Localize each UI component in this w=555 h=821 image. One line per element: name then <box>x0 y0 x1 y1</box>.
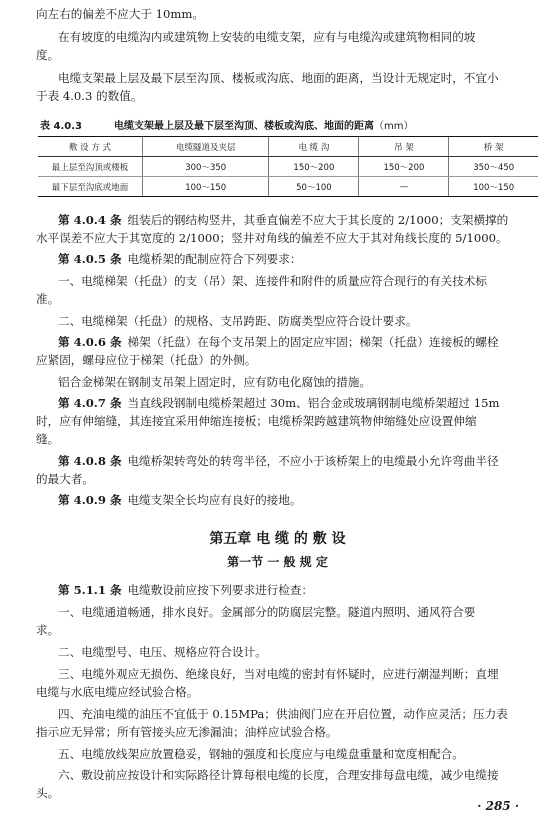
table-cell: 350～450 <box>449 157 538 177</box>
clearance-table <box>38 136 538 197</box>
clause-line: 头。 <box>36 786 60 800</box>
table-title: 电缆支架最上层及最下层至沟顶、楼板或沟底、地面的距离 <box>114 121 374 132</box>
clause-line: 第 4.0.9 条 电缆支架全长均应有良好的接地。 <box>58 493 302 507</box>
table-row <box>38 177 538 197</box>
table-cell: 150～200 <box>359 157 449 177</box>
clause-line: 三、电缆外观应无损伤、绝缘良好，当对电缆的密封有怀疑时，应进行潮湿判断；直埋 <box>58 667 499 681</box>
table-header-row <box>38 137 538 157</box>
intro-line: 在有坡度的电缆沟内或建筑物上安装的电缆支架，应有与电缆沟或建筑物相同的坡 <box>58 30 476 44</box>
table-cell: 100～150 <box>449 177 538 197</box>
clause-line: 时，应有伸缩缝，其连接宜采用伸缩连接板；电缆桥架跨越建筑物伸缩缝处应设置伸缩 <box>36 414 477 428</box>
page-number: · 285 · <box>477 799 519 813</box>
clause-line: 一、电缆梯架（托盘）的支（吊）架、连接件和附件的质量应符合现行的有关技术标 <box>58 274 487 288</box>
clause-line: 二、电缆梯架（托盘）的规格、支吊跨距、防腐类型应符合设计要求。 <box>58 314 418 328</box>
table-header-cell: 桥 架 <box>449 137 538 157</box>
clause-line: 第 4.0.6 条 梯架（托盘）在每个支吊架上的固定应牢固；梯架（托盘）连接板的螺栓 <box>58 335 499 349</box>
clause-line: 的最大者。 <box>36 472 94 486</box>
clause-line: 缝。 <box>36 432 60 446</box>
table-header-cell: 吊 架 <box>359 137 449 157</box>
table-cell: 100～150 <box>143 177 269 197</box>
table-caption <box>40 117 535 132</box>
clause-line: 应紧固，螺母应位于梯架（托盘）的外侧。 <box>36 353 257 367</box>
table-cell: 150～200 <box>269 157 359 177</box>
table-header-cell: 敷 设 方 式 <box>38 137 143 157</box>
clause-line: 第 4.0.8 条 电缆桥架转弯处的转弯半径，不应小于该桥架上的电缆最小允许弯曲半径 <box>58 454 499 468</box>
clause-line: 第 4.0.4 条 组装后的钢结构竖井，其垂直偏差不应大于其长度的 2/1000；支架横撑的 <box>58 213 509 227</box>
table-header-cell: 电缆隧道及夹层 <box>143 137 269 157</box>
clause-line: 求。 <box>36 623 60 637</box>
intro-line: 电缆支架最上层及最下层至沟顶、楼板或沟底、地面的距离，当设计无规定时，不宜小 <box>58 71 499 85</box>
clause-line: 电缆与水底电缆应经试验合格。 <box>36 685 199 699</box>
intro-line: 向左右的偏差不应大于 10mm。 <box>36 7 204 21</box>
table-number: 表 4.0.3 <box>40 121 82 132</box>
clause-line: 六、敷设前应按设计和实际路径计算每根电缆的长度，合理安排每盘电缆，减少电缆接 <box>58 768 499 782</box>
clause-line: 第 5.1.1 条 电缆敷设前应按下列要求进行检查： <box>58 583 314 597</box>
table-header-cell: 电 缆 沟 <box>269 137 359 157</box>
clause-line: 准。 <box>36 292 60 306</box>
table-cell: 最上层至沟顶或楼板 <box>38 157 143 177</box>
table-cell: 50～100 <box>269 177 359 197</box>
clause-line: 指示应无异常；所有管接头应无渗漏油；油样应试验合格。 <box>36 725 338 739</box>
table-unit: （mm） <box>374 121 414 132</box>
table-cell: — <box>359 177 449 197</box>
table-cell: 最下层至沟底或地面 <box>38 177 143 197</box>
clause-line: 五、电缆放线架应放置稳妥，钢轴的强度和长度应与电缆盘重量和宽度相配合。 <box>58 747 464 761</box>
clause-line: 四、充油电缆的油压不宜低于 0.15MPa；供油阀门应在开启位置，动作应灵活；压力表 <box>58 707 508 721</box>
intro-line: 度。 <box>36 48 60 62</box>
clause-line: 第 4.0.5 条 电缆桥架的配制应符合下列要求： <box>58 252 302 266</box>
section-heading: 第一节 一 般 规 定 <box>227 555 328 569</box>
clause-line: 二、电缆型号、电压、规格应符合设计。 <box>58 645 267 659</box>
table-cell: 300～350 <box>143 157 269 177</box>
clause-line: 一、电缆通道畅通，排水良好。金属部分的防腐层完整。隧道内照明、通风符合要 <box>58 605 476 619</box>
clause-line: 铝合金梯架在钢制支吊架上固定时，应有防电化腐蚀的措施。 <box>58 375 372 389</box>
clause-line: 水平误差不应大于其宽度的 2/1000；竖井对角线的偏差不应大于其对角线长度的 5/1000。 <box>36 231 508 245</box>
clause-line: 第 4.0.7 条 当直线段钢制电缆桥架超过 30m、铝合金或玻璃钢制电缆桥架超过 15m <box>58 396 500 410</box>
table-row <box>38 157 538 177</box>
intro-line: 于表 4.0.3 的数值。 <box>36 89 143 103</box>
chapter-heading: 第五章 电 缆 的 敷 设 <box>209 531 346 547</box>
